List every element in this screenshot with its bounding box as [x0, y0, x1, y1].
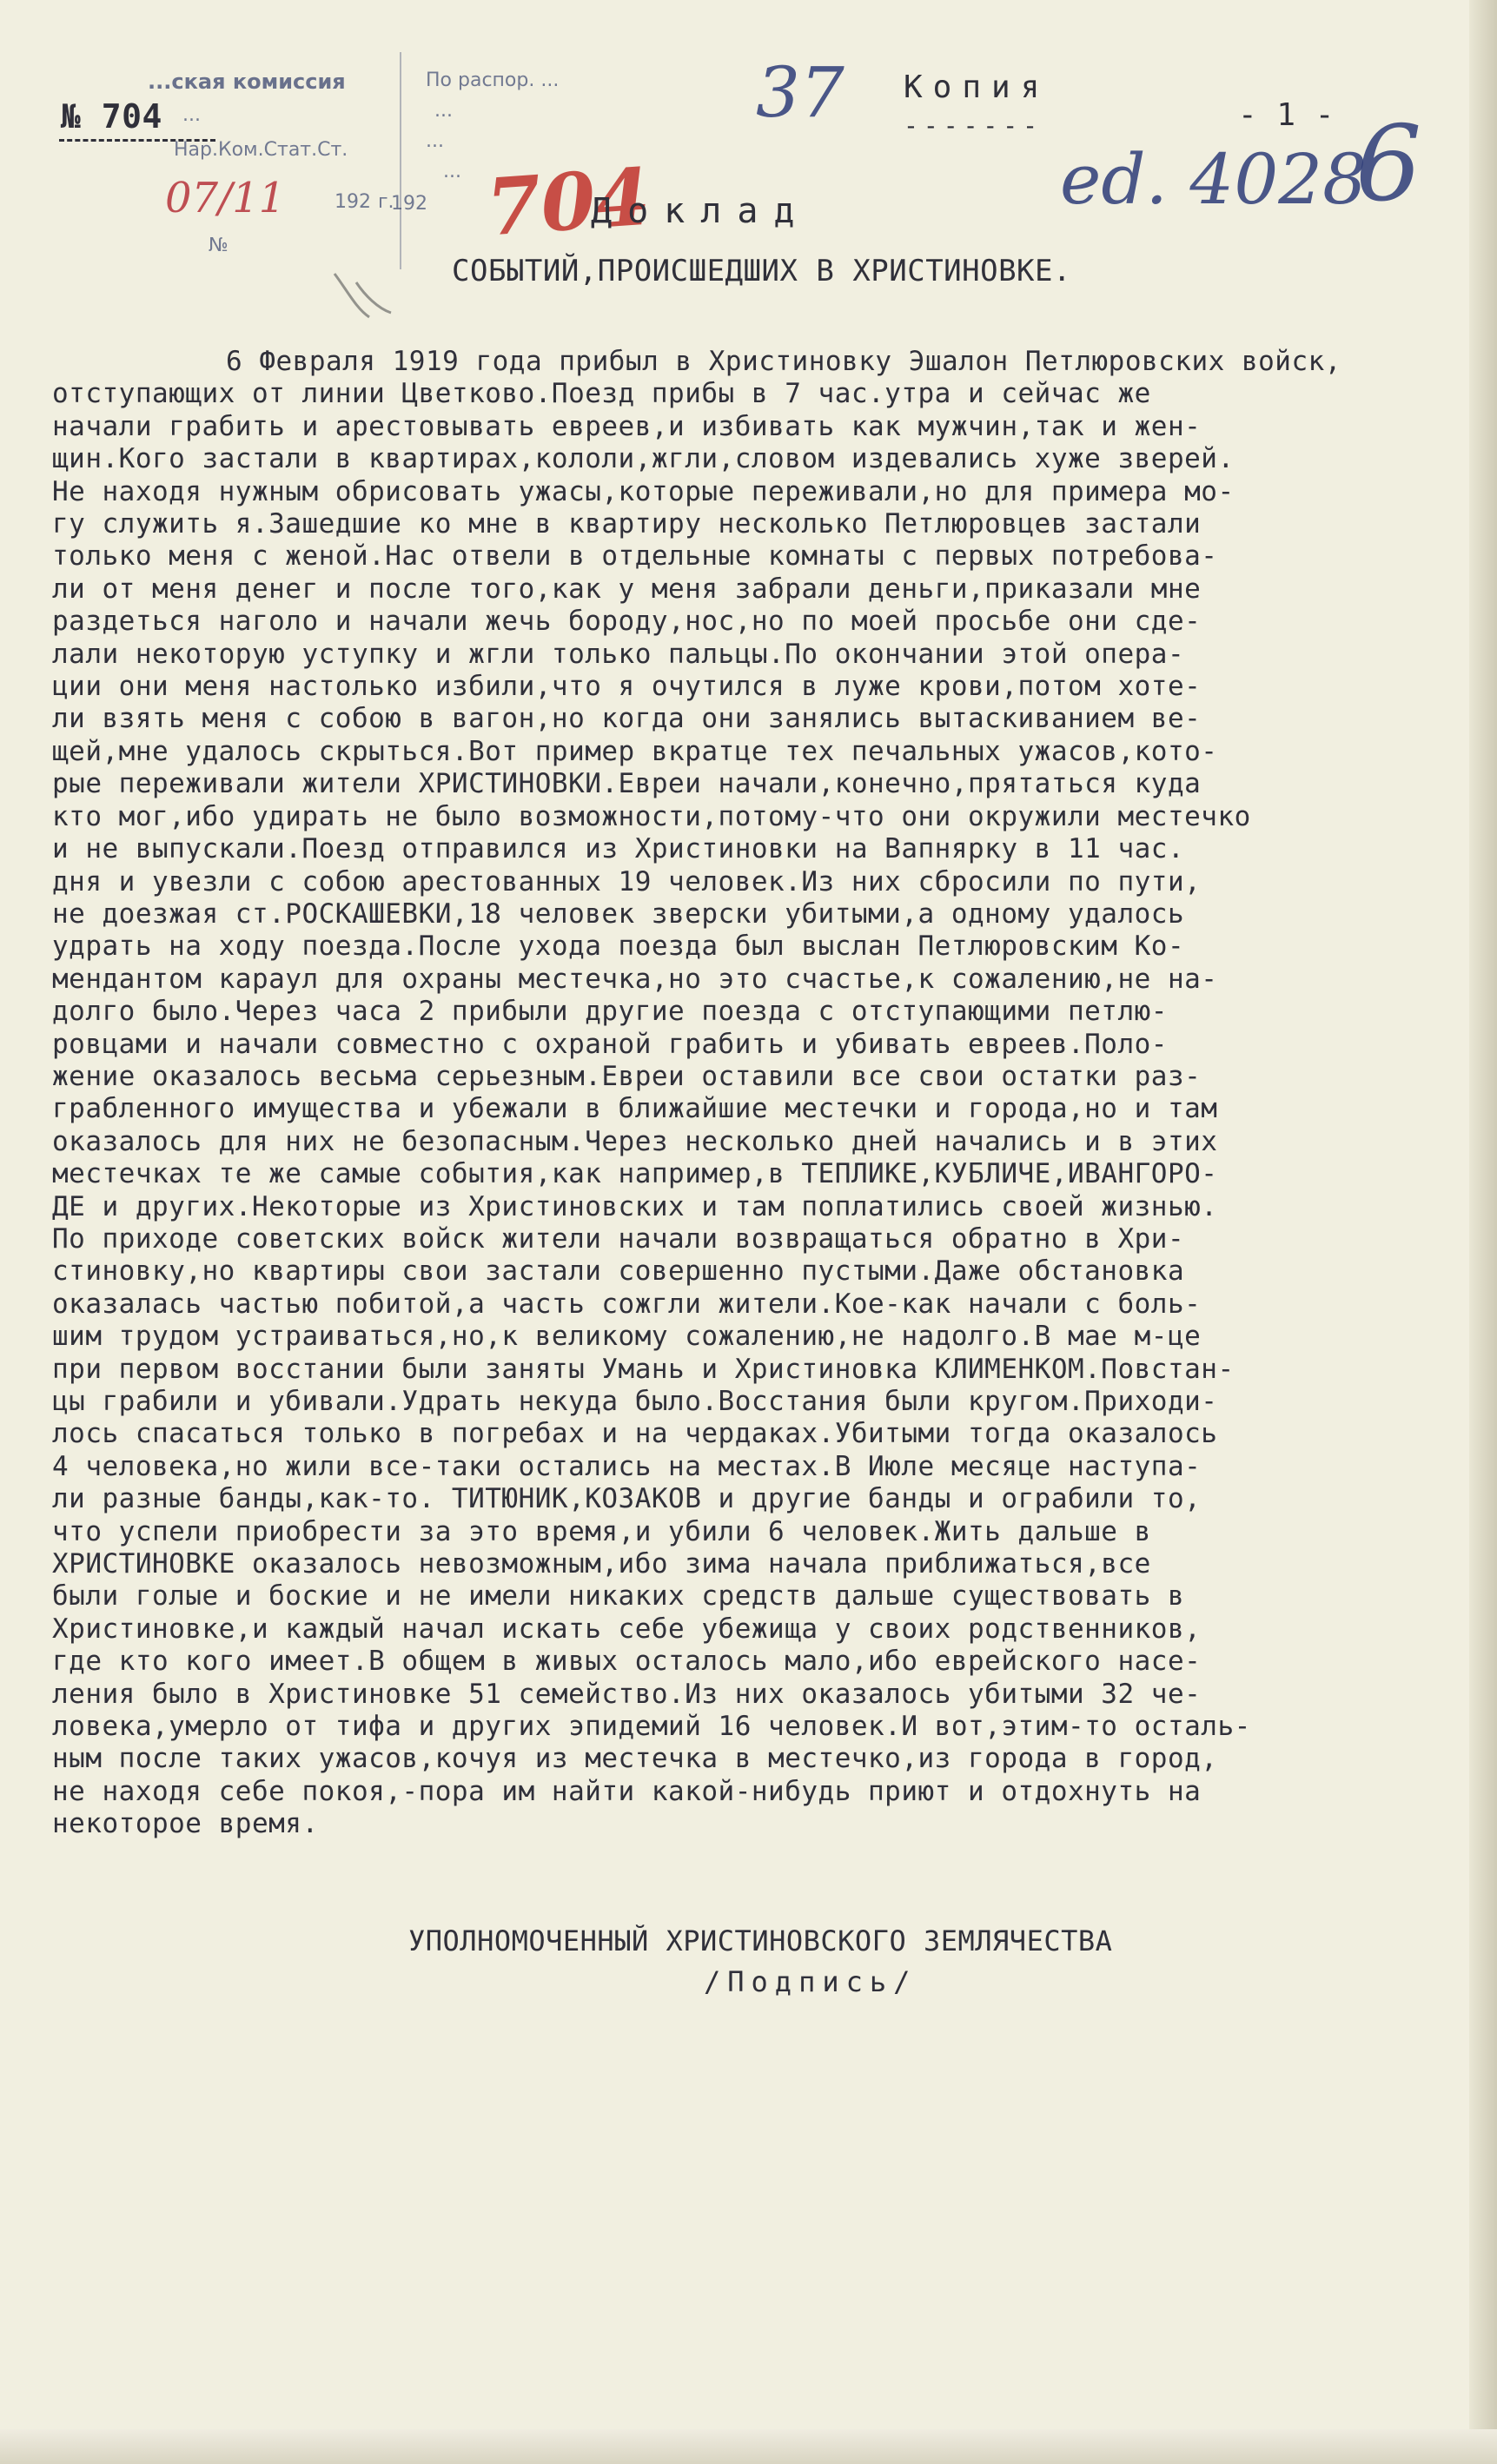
text-line: щин.Кого застали в квартирах,кололи,жгли,словом издевались хуже зверей.: [52, 443, 1235, 475]
text-line: ления было в Христиновке 51 семейство.Из них оказалось убитыми 32 че-: [52, 1678, 1202, 1710]
text-line: оказалась частью побитой,а часть сожгли жители.Кое-как начали с боль-: [52, 1288, 1202, 1320]
stamp2-year-prefix: 192: [391, 193, 427, 215]
archive-note: ed. 4028: [1060, 139, 1368, 220]
text-line: раздеться наголо и начали жечь бороду,нос,но по моей просьбе они сде-: [52, 606, 1202, 638]
text-line: не доезжая ст.РОСКАШЕВКИ,18 человек зверски убитыми,а одному удалось: [52, 898, 1185, 930]
copy-underline: -------: [904, 111, 1043, 140]
text-line: отступающих от линии Цветково.Поезд прибы в 7 час.утра и сейчас же: [52, 378, 1151, 410]
text-line: не находя себе покоя,-пора им найти какой-нибудь приют и отдохнуть на: [52, 1775, 1202, 1807]
stamp-year-suffix: г.: [378, 191, 394, 213]
stamp-small-no: №: [209, 235, 229, 256]
text-line: Не находя нужным обрисовать ужасы,которые переживали,но для примера мо-: [52, 475, 1235, 507]
document-subtitle: СОБЫТИЙ,ПРОИСШЕДШИХ В ХРИСТИНОВКЕ.: [452, 254, 1071, 288]
stamp-year-prefix: 192: [335, 191, 371, 213]
text-line: что успели приобрести за это время,и убили 6 человек.Жить дальше в: [52, 1515, 1151, 1547]
text-line: Христиновке,и каждый начал искать себе убежища у своих родственников,: [52, 1613, 1202, 1645]
text-line: лось спасаться только в погребах и на чердаках.Убитыми тогда оказалось: [52, 1418, 1218, 1450]
text-line: ли от меня денег и после того,как у меня забрали деньги,приказали мне: [52, 573, 1202, 605]
paper-edge-bottom: [0, 2429, 1497, 2464]
folio-number-37: 37: [756, 52, 845, 133]
stamp2-line1: По распор. ...: [426, 70, 560, 91]
text-line: мендантом караул для охраны местечка,но это счастье,к сожалению,не на-: [52, 963, 1218, 995]
stamp-org-line2: ...: [182, 104, 201, 126]
document-title: Доклад: [591, 191, 811, 231]
text-line: грабленного имущества и убежали в ближайшие местечки и города,но и там: [52, 1093, 1218, 1125]
stamp2-line3: ...: [426, 130, 444, 152]
text-line: и не выпускали.Поезд отправился из Христиновки на Вапнярку в 11 час.: [52, 833, 1185, 865]
text-line: гу служить я.Зашедшие ко мне в квартиру несколько Петлюровцев застали: [52, 508, 1202, 540]
registration-stamp: [35, 52, 417, 269]
text-line: при первом восстании были заняты Умань и Христиновка КЛИМЕНКОМ.Повстан-: [52, 1353, 1235, 1385]
page-number: - 1 -: [1238, 97, 1335, 133]
report-body: [52, 346, 1390, 1841]
stamp2-line4: ...: [443, 161, 461, 182]
text-line: рые переживали жители ХРИСТИНОВКИ.Евреи начали,конечно,прятаться куда: [52, 768, 1202, 800]
folio-number-6: 6: [1355, 104, 1422, 225]
text-line: цы грабили и убивали.Удрать некуда было.Восстания были кругом.Приходи-: [52, 1386, 1218, 1417]
text-line: где кто кого имеет.В общем в живых осталось мало,ибо еврейского насе-: [52, 1646, 1202, 1678]
text-line: ХРИСТИНОВКЕ оказалось невозможным,ибо зима начала приближаться,все: [52, 1548, 1151, 1580]
text-line: ции они меня настолько избили,что я очутился в луже крови,потом хоте-: [52, 671, 1202, 703]
signature-title: УПОЛНОМОЧЕННЫЙ ХРИСТИНОВСКОГО ЗЕМЛЯЧЕСТВА: [408, 1924, 1113, 1957]
text-line: удрать на ходу поезда.После ухода поезда был выслан Петлюровским Ко-: [52, 931, 1185, 963]
text-line: кто мог,ибо удирать не было возможности,потому-что они окружили местечко: [52, 800, 1251, 832]
text-line: ли разные банды,как-то. ТИТЮНИК,КОЗАКОВ и другие банды и ограбили то,: [52, 1483, 1202, 1515]
text-line: начали грабить и арестовывать евреев,и избивать как мужчин,так и жен-: [52, 410, 1202, 442]
red-registration-number: 704: [483, 150, 653, 255]
text-line: местечках те же самые события,как например,в ТЕПЛИКЕ,КУБЛИЧЕ,ИВАНГОРО-: [52, 1158, 1218, 1190]
pencil-mark: [330, 265, 400, 326]
text-line: По приходе советских войск жители начали возвращаться обратно в Хри-: [52, 1222, 1185, 1255]
text-line: ДЕ и других.Некоторые из Христиновских и там поплатились своей жизнью.: [52, 1190, 1218, 1222]
document-number-underline: [59, 139, 215, 142]
text-line: долго было.Через часа 2 прибыли другие поезда с отступающими петлю-: [52, 996, 1168, 1028]
text-line: были голые и боские и не имели никаких средств дальше существовать в: [52, 1580, 1185, 1613]
copy-label: Копия: [904, 70, 1050, 105]
text-line: щей,мне удалось скрыться.Вот пример вкратце тех печальных ужасов,кото-: [52, 735, 1218, 767]
text-line: некоторое время.: [52, 1808, 319, 1840]
text-line: ным после таких ужасов,кочуя из местечка в местечко,из города в город,: [52, 1743, 1218, 1775]
stamp-org-line1: ...ская комиссия: [148, 70, 346, 94]
text-line: только меня с женой.Нас отвели в отдельные комнаты с первых потребова-: [52, 540, 1218, 573]
text-line: лали некоторую уступку и жгли только пальцы.По окончании этой опера-: [52, 638, 1185, 670]
text-line: ли взять меня с собою в вагон,но когда они занялись вытаскиванием ве-: [52, 703, 1202, 735]
text-line: шим трудом устраиваться,но,к великому сожалению,не надолго.В мае м-це: [52, 1321, 1202, 1353]
text-line: ловека,умерло от тифа и других эпидемий 16 человек.И вот,этим-то осталь-: [52, 1711, 1251, 1743]
text-line: жение оказалось весьма серьезным.Евреи оставили все свои остатки раз-: [52, 1060, 1202, 1092]
stamp-org-line3: Нар.Ком.Стат.Ст.: [174, 139, 348, 161]
stamp2-line2: ...: [434, 100, 453, 122]
text-line: оказалось для них не безопасным.Через несколько дней начались и в этих: [52, 1125, 1218, 1157]
paper-edge-right: [1469, 0, 1497, 2464]
text-line: стиновку,но квартиры свои застали совершенно пустыми.Даже обстановка: [52, 1255, 1185, 1288]
text-line: дня и увезли с собою арестованных 19 человек.Из них сбросили по пути,: [52, 865, 1202, 898]
text-line: 4 человека,но жили все-таки остались на местах.В Июле месяце наступа-: [52, 1450, 1202, 1482]
signature-placeholder: /Подпись/: [704, 1965, 917, 1998]
text-line: 6 Февраля 1919 года прибыл в Христиновку Эшалон Петлюровских войск,: [226, 346, 1341, 377]
text-line: ровцами и начали совместно с охраной грабить и убивать евреев.Поло-: [52, 1028, 1168, 1060]
document-number: № 704: [61, 97, 162, 136]
stamp-date-handwritten: 07/11: [165, 174, 286, 222]
